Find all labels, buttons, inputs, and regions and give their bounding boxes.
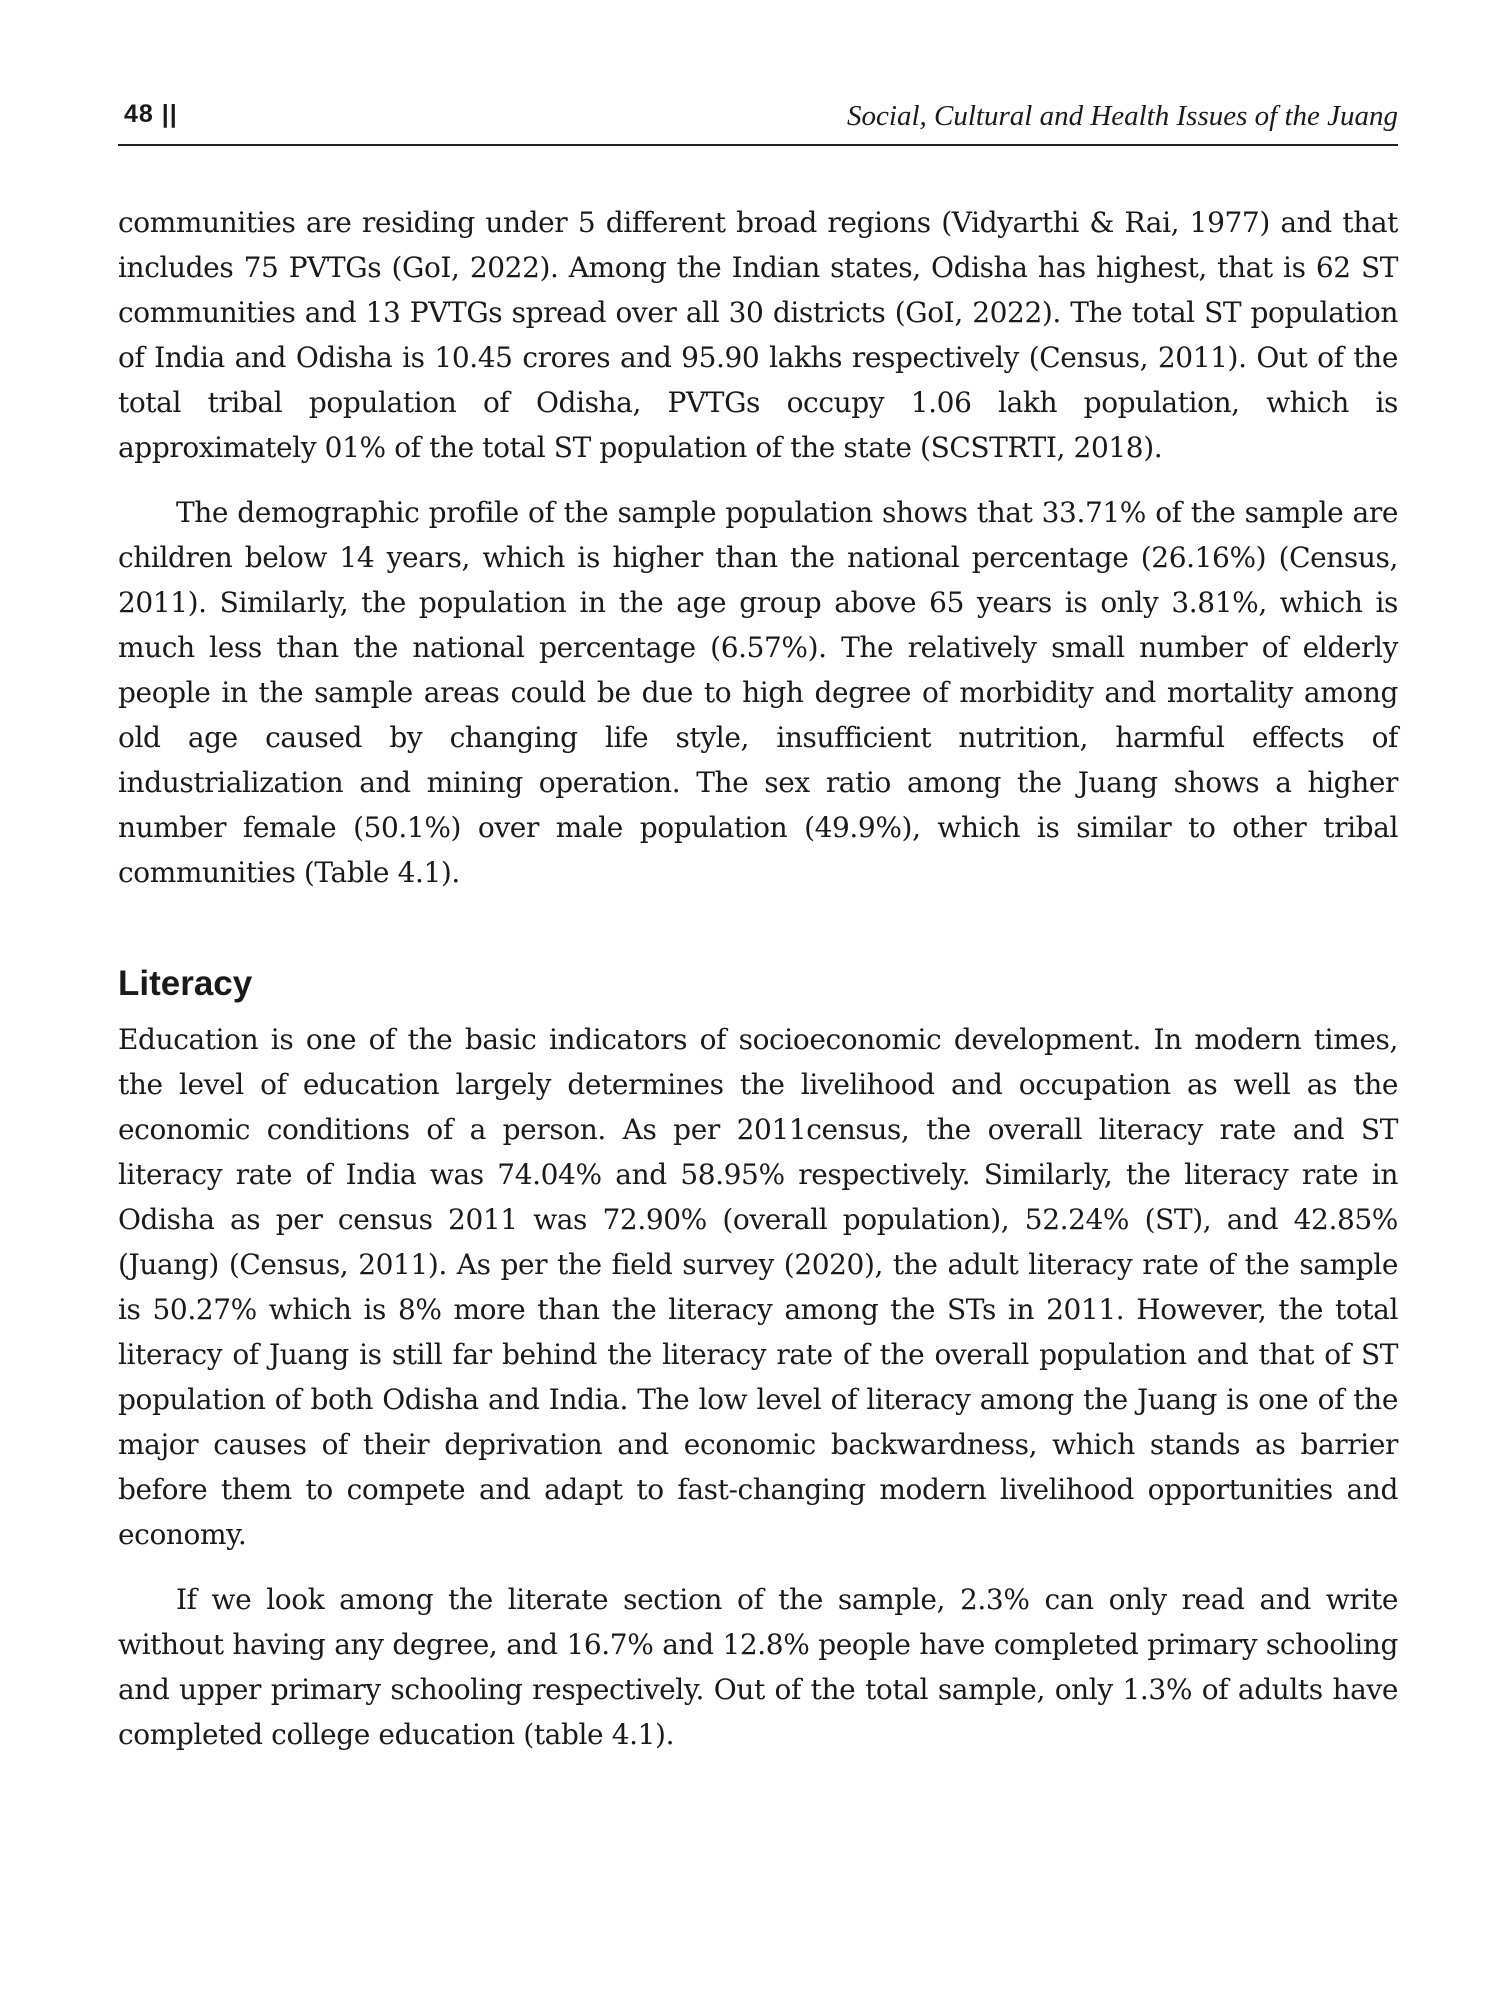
- page-number: 48 ||: [124, 100, 178, 128]
- section-heading-literacy: Literacy: [118, 964, 253, 1003]
- body-text: [118, 200, 1398, 1757]
- paragraph-continued: communities are residing under 5 different broad regions (Vidyarthi & Rai, 1977) and that includes 75 PVTGs (GoI, 2022). Among the Indian states, Odisha has highest, that is 62 ST communities and 13 PVTGs spread over all 30 districts (GoI, 2022). The total ST population of India and Odisha is 10.45 crores and 95.90 lakhs respectively (Census, 2011). Out of the total tribal population of Odisha, PVTGs occupy 1.06 lakh population, which is approximately 01% of the total ST population of the state (SCSTRTI, 2018).: [118, 206, 1398, 464]
- running-header: [118, 96, 1398, 146]
- paragraph-literate-section: If we look among the literate section of the sample, 2.3% can only read and write without having any degree, and 16.7% and 12.8% people have completed primary schooling and upper primary schooling respectively. Out of the total sample, only 1.3% of adults have completed college education (table 4.1).: [118, 1583, 1398, 1751]
- book-page: [118, 96, 1398, 1757]
- paragraph-demographic-profile: The demographic profile of the sample population shows that 33.71% of the sample are children below 14 years, which is higher than the national percentage (26.16%) (Census, 2011). Similarly, the population in the age group above 65 years is only 3.81%, which is much less than the national percentage (6.57%). The relatively small number of elderly people in the sample areas could be due to high degree of morbidity and mortality among old age caused by changing life style, insufficient nutrition, harmful effects of industrialization and mining operation. The sex ratio among the Juang shows a higher number female (50.1%) over male population (49.9%), which is similar to other tribal communities (Table 4.1).: [118, 496, 1398, 889]
- running-title: Social, Cultural and Health Issues of the Juang: [847, 100, 1398, 132]
- paragraph-literacy: Education is one of the basic indicators of socioeconomic development. In modern times, the level of education largely determines the livelihood and occupation as well as the economic conditions of a person. As per 2011census, the overall literacy rate and ST literacy rate of India was 74.04% and 58.95% respectively. Similarly, the literacy rate in Odisha as per census 2011 was 72.90% (overall population), 52.24% (ST), and 42.85% (Juang) (Census, 2011). As per the field survey (2020), the adult literacy rate of the sample is 50.27% which is 8% more than the literacy among the STs in 2011. However, the total literacy of Juang is still far behind the literacy rate of the overall population and that of ST population of both Odisha and India. The low level of literacy among the Juang is one of the major causes of their deprivation and economic backwardness, which stands as barrier before them to compete and adapt to fast-changing modern livelihood opportunities and economy.: [118, 1023, 1398, 1551]
